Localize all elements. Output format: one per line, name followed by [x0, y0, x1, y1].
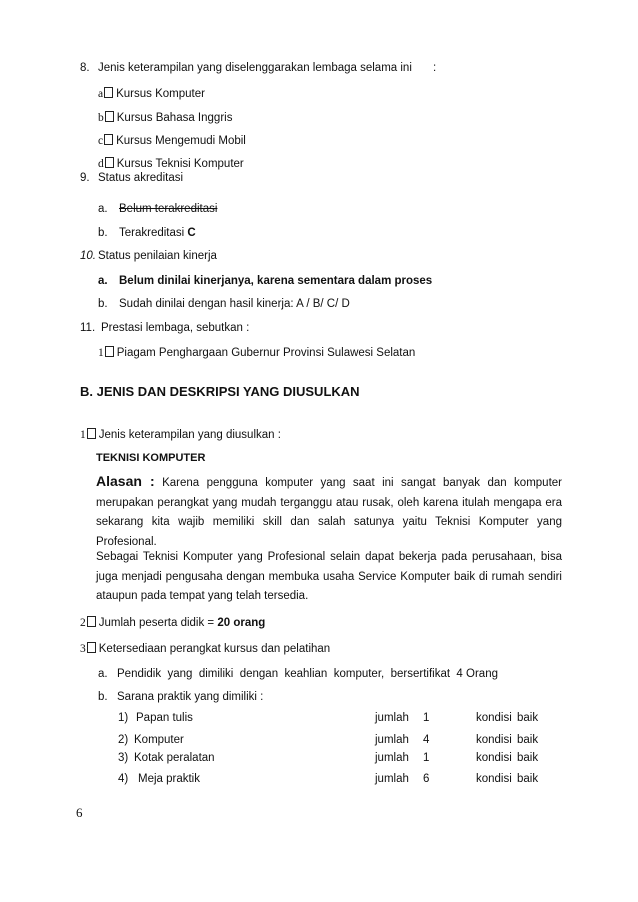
- q11-text: Prestasi lembaga, sebutkan :: [101, 322, 250, 334]
- item1-skill-name: TEKNISI KOMPUTER: [96, 452, 206, 464]
- row-kondisi-label: kondisi: [476, 712, 512, 724]
- alasan-paragraph: [96, 472, 562, 552]
- row-number: 1): [118, 712, 129, 724]
- item-text: Ketersediaan perangkat kursus dan pelatihan: [98, 643, 331, 655]
- q9-option-a: Belum terakreditasi: [119, 203, 218, 215]
- row-name: Meja praktik: [138, 773, 200, 785]
- option-text: Kursus Mengemudi Mobil: [116, 135, 246, 147]
- row-kondisi-label: kondisi: [476, 734, 512, 746]
- option-text: Kursus Bahasa Inggris: [116, 112, 233, 124]
- q10-option-a-label: a.: [98, 275, 108, 287]
- q9-option-b: [119, 227, 196, 239]
- q9-option-a-label: a.: [98, 203, 108, 215]
- item3-a-label: a.: [98, 668, 108, 680]
- item3-a-text: Pendidik yang dimiliki dengan keahlian komputer, bersertifikat 4 Orang: [117, 668, 498, 680]
- row-jumlah-label: jumlah: [375, 773, 409, 785]
- row-kondisi: baik: [517, 773, 539, 785]
- q10-number: 10.: [80, 250, 96, 262]
- row-kondisi: baik: [517, 734, 539, 746]
- item-text: Jumlah peserta didik =: [98, 617, 218, 629]
- q9-option-b-text: Terakreditasi: [119, 227, 188, 239]
- alasan-label: Alasan :: [96, 473, 155, 489]
- q10-option-b-label: b.: [98, 298, 108, 310]
- item-number: 1: [98, 347, 104, 359]
- q9-option-b-grade: C: [187, 227, 196, 239]
- item2-line: [80, 616, 265, 629]
- item-number: 2: [80, 617, 86, 629]
- item3-header: [80, 642, 330, 655]
- checkbox-icon: [87, 642, 96, 653]
- row-jumlah-label: jumlah: [375, 752, 409, 764]
- row-jumlah-label: jumlah: [375, 712, 409, 724]
- checkbox-icon: [105, 111, 114, 122]
- section-b-title: B. JENIS DAN DESKRIPSI YANG DIUSULKAN: [80, 384, 360, 399]
- q9-text: Status akreditasi: [98, 172, 184, 184]
- row-name: Komputer: [134, 734, 184, 746]
- row-qty: 6: [423, 773, 430, 785]
- row-qty: 1: [423, 712, 430, 724]
- q10-option-a: Belum dinilai kinerjanya, karena sementara dalam proses: [119, 275, 433, 287]
- row-jumlah-label: jumlah: [375, 734, 409, 746]
- item-number: 1: [80, 429, 86, 441]
- checkbox-icon: [104, 87, 113, 98]
- row-number: 4): [118, 773, 129, 785]
- q10-text: Status penilaian kinerja: [98, 250, 217, 262]
- item-number: 3: [80, 643, 86, 655]
- option-letter: b: [98, 112, 104, 124]
- item1-header: [80, 428, 281, 441]
- checkbox-icon: [105, 346, 114, 357]
- option-text: Kursus Komputer: [116, 88, 205, 100]
- q8-option-c: [98, 134, 246, 147]
- checkbox-icon: [87, 428, 96, 439]
- q8-colon: :: [433, 62, 437, 74]
- item-text: Piagam Penghargaan Gubernur Provinsi Sulawesi Selatan: [116, 347, 416, 359]
- row-number: 2): [118, 734, 129, 746]
- row-kondisi: baik: [517, 752, 539, 764]
- item3-b-label: b.: [98, 691, 108, 703]
- q8-option-d: [98, 157, 244, 170]
- page-number: 6: [76, 805, 83, 820]
- q11-number: 11.: [80, 322, 96, 334]
- item-text: Jenis keterampilan yang diusulkan :: [98, 429, 281, 441]
- item3-b-text: Sarana praktik yang dimiliki :: [117, 691, 264, 703]
- q9-option-b-label: b.: [98, 227, 108, 239]
- checkbox-icon: [104, 134, 113, 145]
- q8-option-a: [98, 87, 205, 100]
- q11-item: [98, 346, 415, 359]
- alasan-text: Karena pengguna komputer yang saat ini sangat banyak dan komputer merupakan perangkat yang mudah terganggu atau rusak, oleh karena itulah mengapa era sekarang kita wajib memiliki skill dan salah satunya yaitu Teknisi Komputer yang Profesional.: [96, 477, 562, 548]
- row-kondisi-label: kondisi: [476, 752, 512, 764]
- row-qty: 1: [423, 752, 430, 764]
- row-qty: 4: [423, 734, 430, 746]
- row-number: 3): [118, 752, 129, 764]
- item1-paragraph-2: Sebagai Teknisi Komputer yang Profesional selain dapat bekerja pada perusahaan, bisa juga menjadi pengusaha dengan membuka usaha Service Komputer baik di rumah sendiri ataupun pada tempat yang telah tersedia.: [96, 551, 562, 602]
- option-letter: c: [98, 135, 104, 147]
- q8-option-b: [98, 111, 232, 124]
- row-kondisi: baik: [517, 712, 539, 724]
- item2-count: 20 orang: [217, 617, 266, 629]
- option-letter: d: [98, 158, 104, 170]
- checkbox-icon: [87, 616, 96, 627]
- option-letter: a: [98, 88, 104, 100]
- q10-option-b: Sudah dinilai dengan hasil kinerja: A / B/ C/ D: [119, 298, 350, 310]
- row-name: Papan tulis: [136, 712, 193, 724]
- option-text: Kursus Teknisi Komputer: [116, 158, 244, 170]
- q9-number: 9.: [80, 172, 90, 184]
- row-name: Kotak peralatan: [134, 752, 215, 764]
- q8-text: Jenis keterampilan yang diselenggarakan lembaga selama ini: [98, 62, 412, 74]
- q8-number: 8.: [80, 62, 90, 74]
- checkbox-icon: [105, 157, 114, 168]
- row-kondisi-label: kondisi: [476, 773, 512, 785]
